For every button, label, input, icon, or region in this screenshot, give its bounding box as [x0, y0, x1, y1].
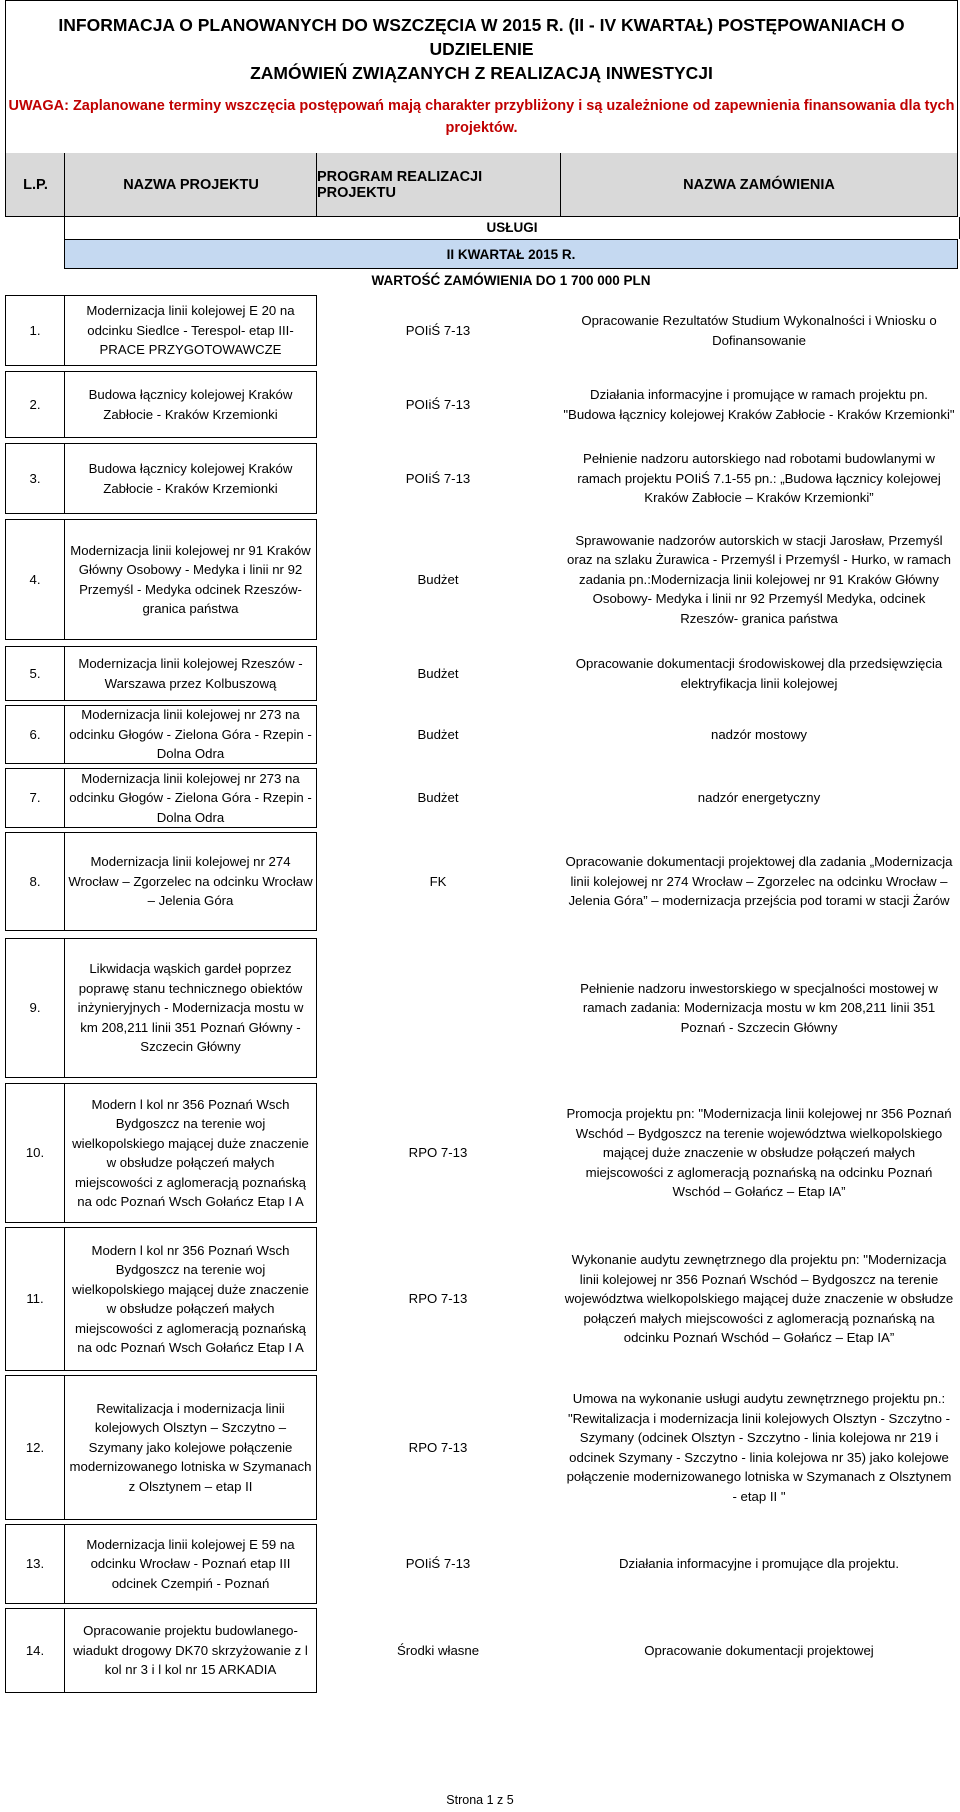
- table-row: [5, 519, 958, 640]
- row-program: RPO 7-13: [408, 1291, 468, 1307]
- row-order-name: Umowa na wykonanie usługi audytu zewnętrznego projektu pn.: "Rewitalizacja i modernizacja linii kolejowych Olsztyn - Szczytno - Szymany (odcinek Olsztyn - Szczytno - linia kolejowa nr 219 i odcinek Szymany - Szczytno - linia kolejowa nr 35) jako kolejowe połączenie modernizowanego lotniska w Szymanach z Olsztynem - etap II ": [566, 1391, 952, 1504]
- section-quarter: II KWARTAŁ 2015 R.: [64, 239, 958, 269]
- warning-line-2: projektów.: [445, 120, 518, 136]
- row-program: Budżet: [417, 790, 459, 806]
- row-lp: 10.: [5, 1083, 65, 1223]
- table-row: [5, 1083, 958, 1223]
- title-line-1: INFORMACJA O PLANOWANYCH DO WSZCZĘCIA W 2015 R. (II - IV KWARTAŁ) POSTĘPOWANIACH O UDZIELENIE: [58, 15, 905, 59]
- row-lp: 7.: [5, 768, 65, 828]
- table-row: [5, 646, 958, 701]
- row-lp: 2.: [5, 371, 65, 438]
- row-program: Budżet: [417, 726, 459, 742]
- table-row: [5, 832, 958, 931]
- row-order-name: Promocja projektu pn: "Modernizacja linii kolejowej nr 356 Poznań Wschód – Bydgoszcz na terenie województwa wielkopolskiego mającej duże znaczenie w obsłudze połączeń małych miejscowości z aglomeracją poznańską na odcinku Poznań Wschód – Gołańcz – Etap IA”: [566, 1106, 952, 1200]
- row-order-name: Opracowanie dokumentacji środowiskowej dla przedsięwzięcia elektryfikacja linii kolejowej: [575, 656, 943, 691]
- row-program: POIiŚ 7-13: [405, 322, 471, 338]
- row-project-name: Modernizacja linii kolejowej Rzeszów - Warszawa przez Kolbuszową: [64, 646, 317, 701]
- table-row: [5, 1524, 958, 1604]
- row-project-name: Modern l kol nr 356 Poznań Wsch Bydgoszcz na terenie woj wielkopolskiego mającej duże znaczenie w obsłudze połączeń małych miejscowości z aglomeracją poznańską na odc Poznań Wsch Gołańcz Etap I A: [64, 1227, 317, 1371]
- table-header: [5, 153, 958, 217]
- row-lp: 3.: [5, 443, 65, 514]
- row-order-name: Pełnienie nadzoru inwestorskiego w specjalności mostowej w ramach zadania: Modernizacja mostu w km 208,211 linii 351 Poznań - Szczecin Główny: [580, 980, 938, 1035]
- row-program: [316, 938, 560, 1078]
- row-project-name: Modernizacja linii kolejowej nr 91 Kraków Główny Osobowy - Medyka i linii nr 92 Przemyśl - Medyka odcinek Rzeszów-granica państwa: [64, 519, 317, 640]
- row-lp: 9.: [5, 938, 65, 1078]
- title-line-2: ZAMÓWIEŃ ZWIĄZANYCH Z REALIZACJĄ INWESTYCJI: [250, 63, 713, 83]
- table-row: [5, 1227, 958, 1371]
- row-lp: 12.: [5, 1375, 65, 1520]
- row-program: Budżet: [417, 571, 459, 587]
- table-row: [5, 371, 958, 438]
- row-lp: 13.: [5, 1524, 65, 1604]
- row-project-name: Modernizacja linii kolejowej nr 273 na odcinku Głogów - Zielona Góra - Rzepin - Dolna Odra: [64, 768, 317, 828]
- table-row: [5, 295, 958, 366]
- row-order-name: Opracowanie Rezultatów Studium Wykonalności i Wniosku o Dofinansowanie: [581, 313, 937, 348]
- row-order-name: nadzór mostowy: [710, 726, 807, 742]
- row-project-name: Budowa łącznicy kolejowej Kraków Zabłocie - Kraków Krzemionki: [64, 371, 317, 438]
- row-program: RPO 7-13: [408, 1145, 468, 1161]
- document-title: [6, 13, 957, 85]
- row-order-name: Opracowanie dokumentacji projektowej dla zadania „Modernizacja linii kolejowej nr 274 Wrocław – Zgorzelec na odcinku Wrocław – Jelenia Góra” – modernizacja przejścia pod torami w stacji Żarów: [565, 854, 953, 909]
- row-project-name: Modernizacja linii kolejowej nr 273 na odcinku Głogów - Zielona Góra - Rzepin - Dolna Odra: [64, 705, 317, 764]
- header-program: PROGRAM REALIZACJI PROJEKTU: [316, 153, 560, 216]
- row-lp: 1.: [5, 295, 65, 366]
- row-program: Budżet: [417, 665, 459, 681]
- row-lp: 14.: [5, 1608, 65, 1693]
- row-lp: 8.: [5, 832, 65, 931]
- warning-line-1: UWAGA: Zaplanowane terminy wszczęcia postępowań mają charakter przybliżony i są uzależnione od zapewnienia finansowania dla tych: [8, 98, 955, 114]
- row-lp: 6.: [5, 705, 65, 764]
- row-order-name: Sprawowanie nadzorów autorskich w stacji Jarosław, Przemyśl oraz na szlaku Żurawica - Przemyśl i Przemyśl - Hurko, w ramach zadania pn.:Modernizacja linii kolejowej nr 91 Kraków Główny Osobowy- Medyka i linii nr 92 Przemyśl Medyka, odcinek Rzeszów- granica państwa: [567, 532, 951, 626]
- section-category: USŁUGI: [64, 217, 960, 239]
- row-order-name: nadzór energetyczny: [697, 790, 821, 806]
- row-program: RPO 7-13: [408, 1439, 468, 1455]
- row-order-name: Wykonanie audytu zewnętrznego dla projektu pn: "Modernizacja linii kolejowej nr 356 Poznań Wschód – Bydgoszcz na terenie województwa wielkopolskiego mającej duże znaczenie w obsłudze połączeń małych miejscowości z aglomeracją poznańską na odcinku Poznań Wschód – Gołańcz – Etap IA”: [564, 1252, 954, 1346]
- row-program: POIiŚ 7-13: [405, 396, 471, 412]
- row-project-name: Modernizacja linii kolejowej E 59 na odcinku Wrocław - Poznań etap III odcinek Czempiń - Poznań: [64, 1524, 317, 1604]
- row-order-name: Opracowanie dokumentacji projektowej: [644, 1642, 874, 1658]
- row-program: Środki własne: [396, 1642, 480, 1658]
- row-order-name: Działania informacyjne i promujące dla projektu.: [618, 1556, 899, 1572]
- row-project-name: Modernizacja linii kolejowej nr 274 Wrocław – Zgorzelec na odcinku Wrocław – Jelenia Góra: [64, 832, 317, 931]
- table-row: [5, 1375, 958, 1520]
- table-row: [5, 443, 958, 514]
- section-value: WARTOŚĆ ZAMÓWIENIA DO 1 700 000 PLN: [371, 273, 651, 288]
- row-project-name: Opracowanie projektu budowlanego- wiadukt drogowy DK70 skrzyżowanie z l kol nr 3 i l kol nr 15 ARKADIA: [64, 1608, 317, 1693]
- table-row: [5, 938, 958, 1078]
- row-project-name: Budowa łącznicy kolejowej Kraków Zabłocie - Kraków Krzemionki: [64, 443, 317, 514]
- row-project-name: Modernizacja linii kolejowej E 20 na odcinku Siedlce - Terespol- etap III- PRACE PRZYGOTOWAWCZE: [64, 295, 317, 366]
- warning-note: [6, 95, 957, 139]
- row-project-name: Likwidacja wąskich gardeł poprzez poprawę stanu technicznego obiektów inżynieryjnych - Modernizacja mostu w km 208,211 linii 351 Poznań Główny - Szczecin Główny: [64, 938, 317, 1078]
- row-lp: 4.: [5, 519, 65, 640]
- row-program: FK: [429, 873, 447, 889]
- row-order-name: Pełnienie nadzoru autorskiego nad robotami budowlanymi w ramach projektu POIiŚ 7.1-55 pn.: „Budowa łącznicy kolejowej Kraków Zabłocie – Kraków Krzemionki”: [577, 451, 941, 506]
- row-lp: 5.: [5, 646, 65, 701]
- row-order-name: Działania informacyjne i promujące w ramach projektu pn. "Budowa łącznicy kolejowej Kraków Zabłocie - Kraków Krzemionki": [563, 387, 955, 422]
- title-box: [5, 0, 958, 155]
- row-program: POIiŚ 7-13: [405, 470, 471, 486]
- row-lp: 11.: [5, 1227, 65, 1371]
- table-row: [5, 705, 958, 764]
- header-lp: L.P.: [5, 153, 65, 216]
- table-row: [5, 768, 958, 828]
- row-program: POIiŚ 7-13: [405, 1556, 471, 1572]
- header-project: NAZWA PROJEKTU: [64, 153, 317, 216]
- table-row: [5, 1608, 958, 1693]
- row-project-name: Rewitalizacja i modernizacja linii kolejowych Olsztyn – Szczytno – Szymany jako kolejowe połączenie modernizowanego lotniska w Szymanach z Olsztynem – etap II: [64, 1375, 317, 1520]
- row-project-name: Modern l kol nr 356 Poznań Wsch Bydgoszcz na terenie woj wielkopolskiego mającej duże znaczenie w obsłudze połączeń małych miejscowości z aglomeracją poznańską na odc Poznań Wsch Gołańcz Etap I A: [64, 1083, 317, 1223]
- page-footer: Strona 1 z 5: [446, 1793, 514, 1807]
- header-order: NAZWA ZAMÓWIENIA: [560, 153, 958, 216]
